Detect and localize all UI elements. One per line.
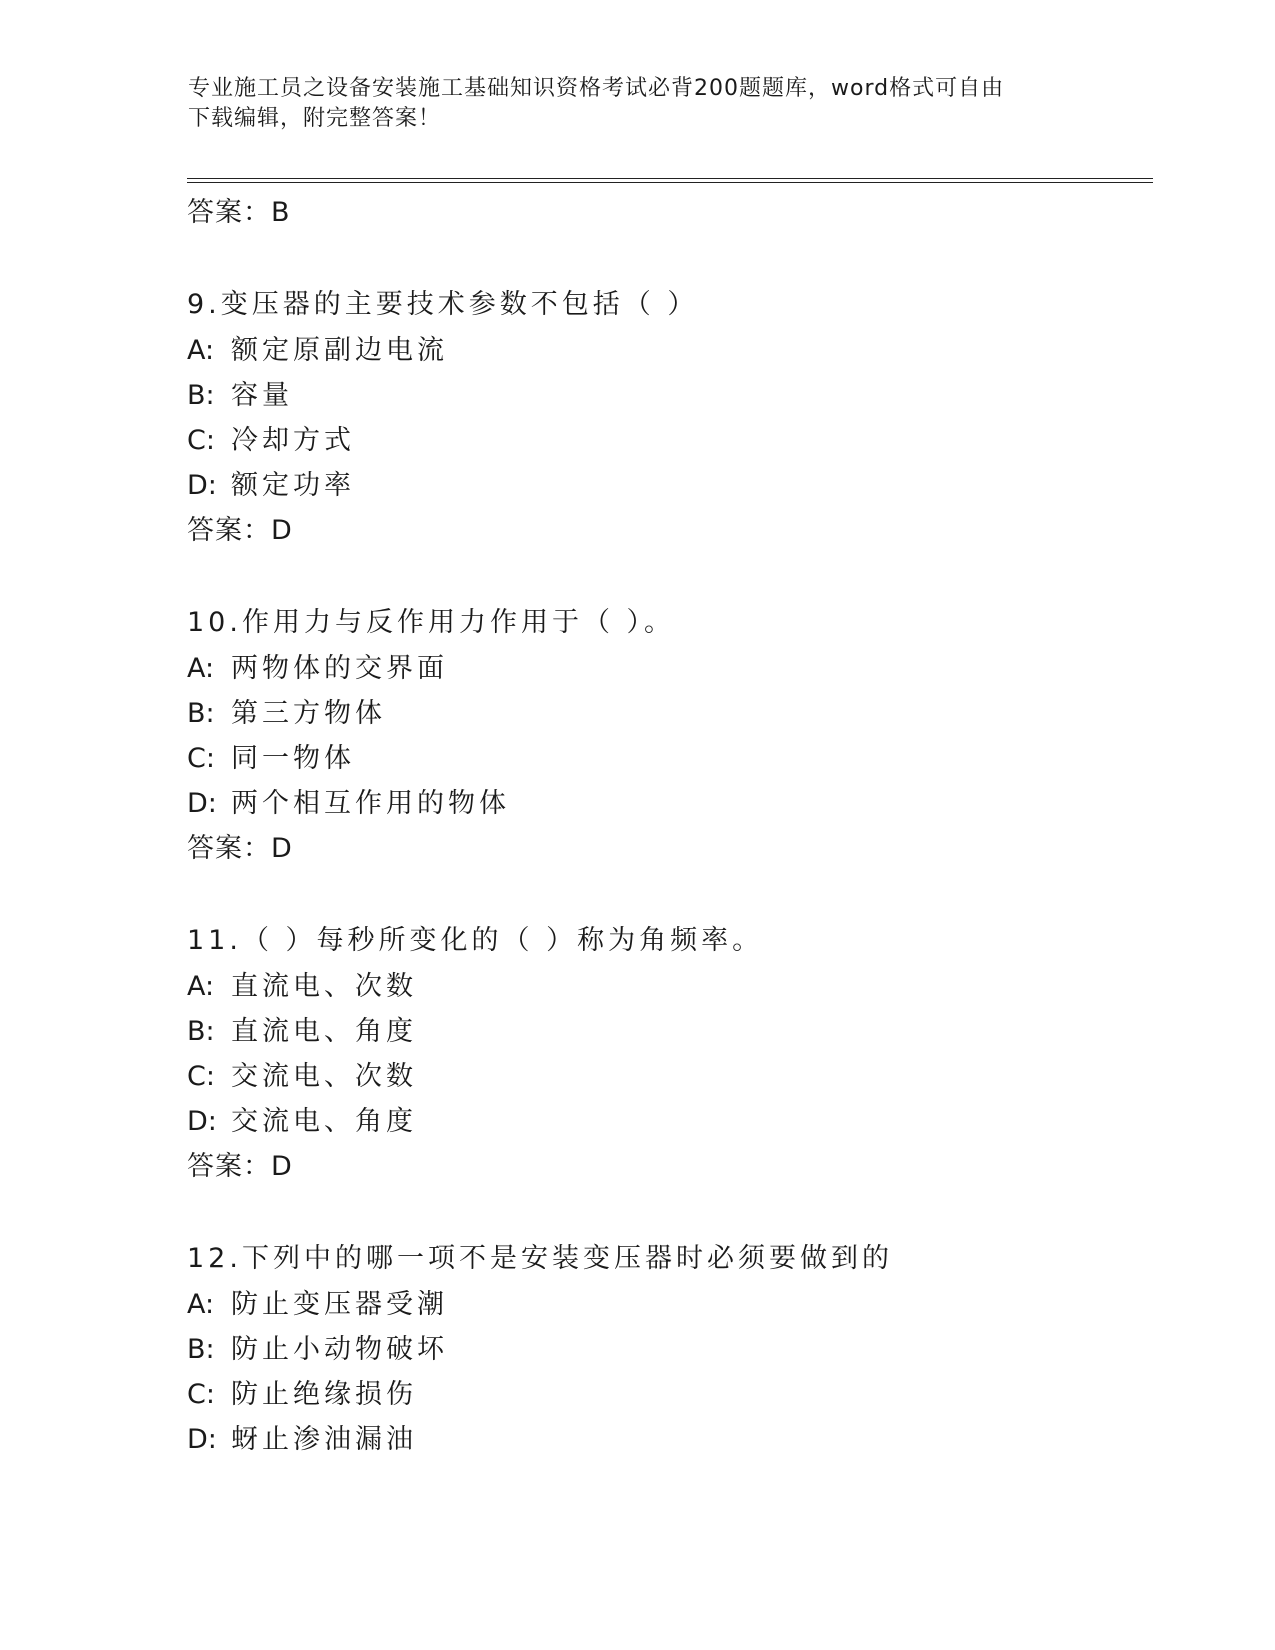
previous-answer: 答案：B — [187, 197, 291, 228]
option-label: D: — [187, 788, 217, 819]
header-line-1: 专业施工员之设备安装施工基础知识资格考试必背200题题库，word格式可自由 — [188, 76, 1005, 101]
question-block — [187, 282, 1147, 554]
option-b — [187, 1327, 1147, 1372]
option-a — [187, 964, 1147, 1009]
question-list — [187, 190, 1147, 1462]
header-line-2: 下载编辑，附完整答案！ — [188, 106, 442, 131]
option-text: 额定功率 — [231, 470, 355, 501]
option-label: B: — [187, 1016, 215, 1047]
question-block — [187, 918, 1147, 1190]
option-b — [187, 691, 1147, 736]
option-text: 容量 — [231, 380, 293, 411]
question-block — [187, 1236, 1147, 1462]
option-text: 蚜止渗油漏油 — [231, 1424, 417, 1455]
option-label: C: — [187, 1379, 215, 1410]
option-a — [187, 328, 1147, 373]
option-text: 直流电、次数 — [231, 971, 417, 1002]
option-label: D: — [187, 1106, 217, 1137]
option-label: C: — [187, 743, 215, 774]
option-text: 防止变压器受潮 — [231, 1289, 448, 1320]
option-label: D: — [187, 470, 217, 501]
option-d — [187, 1417, 1147, 1462]
option-d — [187, 1099, 1147, 1144]
option-label: C: — [187, 425, 215, 456]
option-c — [187, 418, 1147, 463]
option-text: 同一物体 — [231, 743, 355, 774]
option-label: B: — [187, 380, 215, 411]
option-text: 冷却方式 — [231, 425, 355, 456]
question-text: 10.作用力与反作用力作用于（ ）。 — [187, 607, 676, 638]
option-d — [187, 781, 1147, 826]
option-c — [187, 736, 1147, 781]
question-text: 12.下列中的哪一项不是安装变压器时必须要做到的 — [187, 1243, 893, 1274]
option-label: B: — [187, 698, 215, 729]
option-label: B: — [187, 1334, 215, 1365]
option-label: D: — [187, 1424, 217, 1455]
option-text: 交流电、次数 — [231, 1061, 417, 1092]
option-text: 防止绝缘损伤 — [231, 1379, 417, 1410]
option-label: A: — [187, 653, 215, 684]
header-double-rule — [187, 178, 1153, 183]
option-b — [187, 373, 1147, 418]
question-text: 9.变压器的主要技术参数不包括（ ） — [187, 289, 699, 320]
answer-text: 答案：D — [187, 1151, 293, 1182]
question-text: 11.（ ）每秒所变化的（ ）称为角频率。 — [187, 925, 764, 956]
option-text: 第三方物体 — [231, 698, 386, 729]
option-d — [187, 463, 1147, 508]
option-label: A: — [187, 971, 215, 1002]
option-text: 交流电、角度 — [231, 1106, 417, 1137]
option-label: A: — [187, 1289, 215, 1320]
option-text: 直流电、角度 — [231, 1016, 417, 1047]
option-b — [187, 1009, 1147, 1054]
answer-text: 答案：D — [187, 833, 293, 864]
option-c — [187, 1054, 1147, 1099]
option-text: 两个相互作用的物体 — [231, 788, 510, 819]
option-c — [187, 1372, 1147, 1417]
question-block — [187, 600, 1147, 872]
answer-text: 答案：D — [187, 515, 293, 546]
option-text: 额定原副边电流 — [231, 335, 448, 366]
option-a — [187, 1282, 1147, 1327]
document-header — [188, 74, 1068, 134]
option-text: 两物体的交界面 — [231, 653, 448, 684]
option-label: A: — [187, 335, 215, 366]
option-text: 防止小动物破坏 — [231, 1334, 448, 1365]
option-label: C: — [187, 1061, 215, 1092]
option-a — [187, 646, 1147, 691]
